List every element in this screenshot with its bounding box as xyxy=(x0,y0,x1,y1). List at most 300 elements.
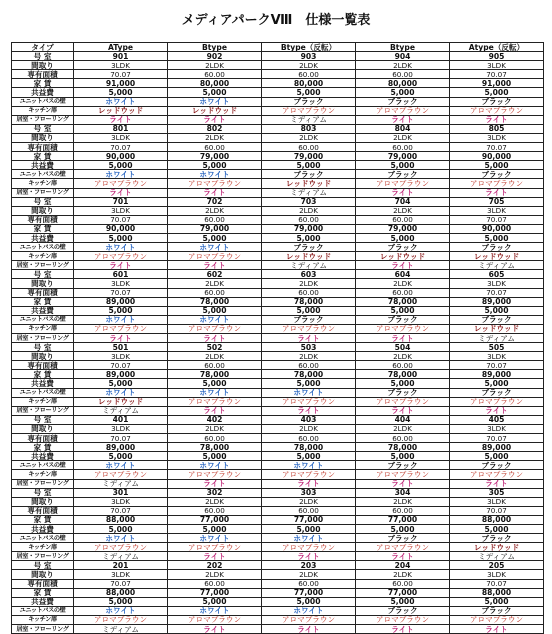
spec-cell: 70.07 xyxy=(74,143,168,152)
spec-cell: ホワイト xyxy=(168,97,262,106)
spec-cell: アロマブラウン xyxy=(450,615,544,624)
spec-cell: 70.07 xyxy=(450,143,544,152)
room-number-row xyxy=(12,561,544,570)
rent-row xyxy=(12,224,544,233)
spec-cell: 2LDK xyxy=(168,61,262,70)
row-label: 家 賃 xyxy=(12,224,74,233)
spec-cell: アロマブラウン xyxy=(74,615,168,624)
spec-cell: ミディアム xyxy=(450,334,544,343)
bath-wall-row xyxy=(12,534,544,543)
row-label: 家 賃 xyxy=(12,370,74,379)
bath-wall-row xyxy=(12,243,544,252)
row-label: 号 室 xyxy=(12,270,74,279)
spec-cell: ホワイト xyxy=(74,315,168,324)
spec-cell: 60.00 xyxy=(262,70,356,79)
spec-cell: 5,000 xyxy=(74,379,168,388)
spec-table-body xyxy=(12,52,544,634)
spec-cell: 5,000 xyxy=(356,233,450,242)
spec-cell: ホワイト xyxy=(74,534,168,543)
spec-cell: 2LDK xyxy=(168,206,262,215)
spec-cell: 801 xyxy=(74,124,168,133)
fee-row xyxy=(12,452,544,461)
spec-cell: レッドウッド xyxy=(450,543,544,552)
spec-cell: 70.07 xyxy=(450,361,544,370)
spec-cell: ミディアム xyxy=(74,552,168,561)
spec-cell: 3LDK xyxy=(74,206,168,215)
spec-cell: 501 xyxy=(74,343,168,352)
spec-cell: ミディアム xyxy=(74,625,168,634)
spec-cell: 2LDK xyxy=(168,497,262,506)
row-label: キッチン扉 xyxy=(12,615,74,624)
row-label: 共益費 xyxy=(12,452,74,461)
spec-cell: 5,000 xyxy=(450,452,544,461)
spec-cell: 89,000 xyxy=(450,443,544,452)
spec-cell: ライト xyxy=(356,188,450,197)
spec-cell: 5,000 xyxy=(74,233,168,242)
kitchen-door-row xyxy=(12,324,544,333)
spec-cell: 78,000 xyxy=(262,297,356,306)
layout-row xyxy=(12,570,544,579)
spec-cell: ブラック xyxy=(356,315,450,324)
spec-cell: 78,000 xyxy=(262,370,356,379)
spec-cell: ライト xyxy=(74,334,168,343)
layout-row xyxy=(12,424,544,433)
spec-cell: 5,000 xyxy=(356,88,450,97)
room-number-row xyxy=(12,415,544,424)
spec-cell: ライト xyxy=(450,625,544,634)
spec-cell: 70.07 xyxy=(74,506,168,515)
spec-cell: 60.00 xyxy=(356,215,450,224)
spec-cell: 3LDK xyxy=(74,352,168,361)
spec-cell: 904 xyxy=(356,52,450,61)
row-label: 家 賃 xyxy=(12,588,74,597)
kitchen-door-row xyxy=(12,615,544,624)
row-label: キッチン扉 xyxy=(12,324,74,333)
spec-cell: 88,000 xyxy=(74,515,168,524)
spec-cell: ブラック xyxy=(262,315,356,324)
spec-cell: 78,000 xyxy=(356,370,450,379)
spec-cell: 303 xyxy=(262,488,356,497)
spec-cell: 601 xyxy=(74,270,168,279)
row-label: ユニットバスの壁 xyxy=(12,461,74,470)
spec-cell: ライト xyxy=(168,261,262,270)
row-label: キッチン扉 xyxy=(12,397,74,406)
row-label: 共益費 xyxy=(12,597,74,606)
spec-cell: 902 xyxy=(168,52,262,61)
flooring-row xyxy=(12,552,544,561)
spec-cell: ライト xyxy=(450,406,544,415)
spec-cell: 2LDK xyxy=(168,352,262,361)
spec-cell: 2LDK xyxy=(356,570,450,579)
row-label: 居室・フローリング xyxy=(12,334,74,343)
spec-cell: 305 xyxy=(450,488,544,497)
spec-cell: アロマブラウン xyxy=(356,324,450,333)
spec-cell: 5,000 xyxy=(356,161,450,170)
bath-wall-row xyxy=(12,170,544,179)
room-number-row xyxy=(12,270,544,279)
spec-cell: ライト xyxy=(262,406,356,415)
spec-cell: ライト xyxy=(168,188,262,197)
spec-cell: ホワイト xyxy=(74,388,168,397)
spec-cell: レッドウッド xyxy=(74,397,168,406)
spec-cell: アロマブラウン xyxy=(74,324,168,333)
spec-cell: 60.00 xyxy=(168,506,262,515)
spec-cell: アロマブラウン xyxy=(356,179,450,188)
bath-wall-row xyxy=(12,461,544,470)
row-label: 号 室 xyxy=(12,415,74,424)
area-row xyxy=(12,506,544,515)
spec-cell: 5,000 xyxy=(356,597,450,606)
spec-cell: ライト xyxy=(168,552,262,561)
spec-cell: 805 xyxy=(450,124,544,133)
spec-cell: 5,000 xyxy=(168,452,262,461)
spec-cell: 5,000 xyxy=(74,161,168,170)
room-number-row xyxy=(12,343,544,352)
spec-cell: ブラック xyxy=(356,388,450,397)
spec-cell: 404 xyxy=(356,415,450,424)
spec-cell: ホワイト xyxy=(74,170,168,179)
spec-cell: レッドウッド xyxy=(356,252,450,261)
rent-row xyxy=(12,297,544,306)
spec-cell: 70.07 xyxy=(450,579,544,588)
spec-cell: 2LDK xyxy=(262,424,356,433)
spec-cell: 90,000 xyxy=(450,152,544,161)
spec-cell: アロマブラウン xyxy=(450,397,544,406)
spec-cell: 2LDK xyxy=(262,497,356,506)
spec-cell: 701 xyxy=(74,197,168,206)
row-label: 専有面積 xyxy=(12,288,74,297)
spec-cell: 77,000 xyxy=(262,588,356,597)
kitchen-door-row xyxy=(12,543,544,552)
spec-cell: 60.00 xyxy=(356,506,450,515)
spec-cell: ホワイト xyxy=(262,388,356,397)
spec-cell: ブラック xyxy=(450,388,544,397)
row-label: ユニットバスの壁 xyxy=(12,606,74,615)
fee-row xyxy=(12,597,544,606)
spec-cell: 3LDK xyxy=(450,570,544,579)
spec-cell: 60.00 xyxy=(262,579,356,588)
spec-cell: 90,000 xyxy=(74,152,168,161)
spec-cell: ミディアム xyxy=(262,188,356,197)
spec-cell: 201 xyxy=(74,561,168,570)
spec-cell: 60.00 xyxy=(262,434,356,443)
spec-cell: 60.00 xyxy=(262,361,356,370)
spec-cell: 405 xyxy=(450,415,544,424)
row-label: ユニットバスの壁 xyxy=(12,97,74,106)
room-number-row xyxy=(12,488,544,497)
spec-cell: ホワイト xyxy=(168,534,262,543)
spec-cell: 60.00 xyxy=(168,288,262,297)
spec-cell: 60.00 xyxy=(168,143,262,152)
spec-cell: ライト xyxy=(262,334,356,343)
row-label: 家 賃 xyxy=(12,297,74,306)
bath-wall-row xyxy=(12,606,544,615)
spec-cell: アロマブラウン xyxy=(168,397,262,406)
spec-cell: 702 xyxy=(168,197,262,206)
spec-cell: ライト xyxy=(356,625,450,634)
spec-cell: 60.00 xyxy=(168,579,262,588)
spec-cell: 60.00 xyxy=(356,143,450,152)
row-label: ユニットバスの壁 xyxy=(12,388,74,397)
spec-cell: 70.07 xyxy=(450,215,544,224)
spec-cell: 60.00 xyxy=(262,215,356,224)
spec-cell: ライト xyxy=(262,552,356,561)
spec-cell: 5,000 xyxy=(74,452,168,461)
spec-cell: 60.00 xyxy=(168,215,262,224)
flooring-row xyxy=(12,115,544,124)
spec-cell: ライト xyxy=(356,334,450,343)
spec-cell: アロマブラウン xyxy=(262,397,356,406)
spec-cell: ライト xyxy=(450,479,544,488)
spec-cell: 5,000 xyxy=(450,597,544,606)
spec-cell: 3LDK xyxy=(450,279,544,288)
spec-cell: 79,000 xyxy=(356,152,450,161)
spec-cell: 79,000 xyxy=(168,224,262,233)
spec-cell: 88,000 xyxy=(74,588,168,597)
spec-cell: 5,000 xyxy=(450,233,544,242)
spec-cell: レッドウッド xyxy=(450,252,544,261)
spec-cell: レッドウッド xyxy=(74,106,168,115)
spec-cell: 60.00 xyxy=(356,434,450,443)
spec-cell: 89,000 xyxy=(74,297,168,306)
spec-cell: アロマブラウン xyxy=(262,470,356,479)
row-label: ユニットバスの壁 xyxy=(12,315,74,324)
row-label: キッチン扉 xyxy=(12,106,74,115)
spec-cell: 402 xyxy=(168,415,262,424)
spec-cell: アロマブラウン xyxy=(450,106,544,115)
spec-cell: 5,000 xyxy=(262,88,356,97)
spec-cell: 5,000 xyxy=(450,306,544,315)
spec-cell: 705 xyxy=(450,197,544,206)
row-label: 間取り xyxy=(12,497,74,506)
spec-cell: ホワイト xyxy=(74,606,168,615)
spec-cell: アロマブラウン xyxy=(74,543,168,552)
spec-table xyxy=(11,42,544,634)
flooring-row xyxy=(12,188,544,197)
row-label: 専有面積 xyxy=(12,361,74,370)
spec-cell: ブラック xyxy=(450,534,544,543)
spec-cell: 5,000 xyxy=(262,161,356,170)
row-label: 間取り xyxy=(12,352,74,361)
spec-cell: 704 xyxy=(356,197,450,206)
spec-cell: 5,000 xyxy=(450,161,544,170)
spec-cell: 403 xyxy=(262,415,356,424)
spec-cell: 2LDK xyxy=(168,570,262,579)
spec-cell: レッドウッド xyxy=(262,252,356,261)
spec-cell: ライト xyxy=(262,625,356,634)
spec-cell: 60.00 xyxy=(168,361,262,370)
row-label: 専有面積 xyxy=(12,143,74,152)
row-label: 共益費 xyxy=(12,379,74,388)
spec-cell: 3LDK xyxy=(74,279,168,288)
fee-row xyxy=(12,524,544,533)
spec-cell: 2LDK xyxy=(262,352,356,361)
spec-cell: 302 xyxy=(168,488,262,497)
spec-cell: アロマブラウン xyxy=(262,106,356,115)
rent-row xyxy=(12,515,544,524)
spec-cell: 5,000 xyxy=(356,452,450,461)
spec-cell: 505 xyxy=(450,343,544,352)
spec-cell: アロマブラウン xyxy=(356,470,450,479)
spec-cell: ブラック xyxy=(356,170,450,179)
row-label: 間取り xyxy=(12,279,74,288)
row-label: 居室・フローリング xyxy=(12,188,74,197)
spec-cell: アロマブラウン xyxy=(450,470,544,479)
spec-cell: 804 xyxy=(356,124,450,133)
row-label: 共益費 xyxy=(12,88,74,97)
spec-cell: 77,000 xyxy=(168,515,262,524)
spec-cell: 60.00 xyxy=(262,288,356,297)
spec-cell: 70.07 xyxy=(450,506,544,515)
spec-cell: 903 xyxy=(262,52,356,61)
row-label: 共益費 xyxy=(12,161,74,170)
spec-cell: 203 xyxy=(262,561,356,570)
flooring-row xyxy=(12,334,544,343)
kitchen-door-row xyxy=(12,106,544,115)
row-label: 間取り xyxy=(12,206,74,215)
spec-cell: アロマブラウン xyxy=(168,470,262,479)
row-label: 共益費 xyxy=(12,524,74,533)
spec-cell: 5,000 xyxy=(450,524,544,533)
spec-cell: 502 xyxy=(168,343,262,352)
spec-cell: 2LDK xyxy=(262,206,356,215)
layout-row xyxy=(12,61,544,70)
spec-cell: 504 xyxy=(356,343,450,352)
spec-cell: 901 xyxy=(74,52,168,61)
header-cell: Btype（反転） xyxy=(262,43,356,52)
page-title: メディアパークⅧ 仕様一覧表 xyxy=(181,13,371,28)
layout-row xyxy=(12,133,544,142)
spec-cell: アロマブラウン xyxy=(168,543,262,552)
row-label: キッチン扉 xyxy=(12,470,74,479)
spec-cell: 2LDK xyxy=(262,570,356,579)
spec-cell: 905 xyxy=(450,52,544,61)
spec-cell: ホワイト xyxy=(168,315,262,324)
room-number-row xyxy=(12,197,544,206)
spec-cell: 3LDK xyxy=(74,570,168,579)
spec-cell: レッドウッド xyxy=(450,324,544,333)
row-label: ユニットバスの壁 xyxy=(12,243,74,252)
spec-cell: アロマブラウン xyxy=(356,543,450,552)
spec-cell: 89,000 xyxy=(450,297,544,306)
spec-cell: 90,000 xyxy=(450,224,544,233)
spec-cell: ミディアム xyxy=(262,261,356,270)
spec-cell: 3LDK xyxy=(450,61,544,70)
spec-cell: ライト xyxy=(168,115,262,124)
flooring-row xyxy=(12,625,544,634)
spec-cell: ライト xyxy=(450,115,544,124)
spec-cell: 603 xyxy=(262,270,356,279)
spec-cell: 204 xyxy=(356,561,450,570)
spec-cell: アロマブラウン xyxy=(74,252,168,261)
spec-cell: ブラック xyxy=(450,606,544,615)
spec-cell: アロマブラウン xyxy=(262,543,356,552)
spec-cell: ホワイト xyxy=(262,606,356,615)
row-label: 居室・フローリング xyxy=(12,552,74,561)
spec-cell: 5,000 xyxy=(168,524,262,533)
bath-wall-row xyxy=(12,315,544,324)
spec-cell: アロマブラウン xyxy=(74,179,168,188)
spec-cell: 205 xyxy=(450,561,544,570)
fee-row xyxy=(12,306,544,315)
header-row xyxy=(12,43,544,52)
spec-cell: ブラック xyxy=(450,461,544,470)
spec-cell: 803 xyxy=(262,124,356,133)
spec-cell: ライト xyxy=(450,188,544,197)
spec-cell: 2LDK xyxy=(356,133,450,142)
spec-cell: 5,000 xyxy=(262,524,356,533)
bath-wall-row xyxy=(12,97,544,106)
row-label: 居室・フローリング xyxy=(12,406,74,415)
spec-cell: 5,000 xyxy=(168,379,262,388)
spec-cell: ライト xyxy=(262,479,356,488)
spec-cell: 77,000 xyxy=(168,588,262,597)
spec-cell: 3LDK xyxy=(450,497,544,506)
spec-cell: 5,000 xyxy=(74,524,168,533)
spec-cell: アロマブラウン xyxy=(356,397,450,406)
flooring-row xyxy=(12,479,544,488)
bath-wall-row xyxy=(12,388,544,397)
spec-cell: 5,000 xyxy=(74,597,168,606)
spec-cell: 70.07 xyxy=(450,434,544,443)
row-label: 居室・フローリング xyxy=(12,115,74,124)
spec-cell: 5,000 xyxy=(262,379,356,388)
header-cell: Btype xyxy=(356,43,450,52)
row-label: 専有面積 xyxy=(12,215,74,224)
row-label: ユニットバスの壁 xyxy=(12,534,74,543)
spec-cell: 401 xyxy=(74,415,168,424)
spec-cell: 2LDK xyxy=(262,279,356,288)
room-number-row xyxy=(12,124,544,133)
spec-cell: 70.07 xyxy=(74,434,168,443)
spec-cell: 91,000 xyxy=(74,79,168,88)
spec-cell: 80,000 xyxy=(168,79,262,88)
spec-cell: 3LDK xyxy=(450,206,544,215)
spec-cell: ミディアム xyxy=(450,552,544,561)
spec-cell: 2LDK xyxy=(356,206,450,215)
spec-cell: 80,000 xyxy=(262,79,356,88)
spec-cell: 3LDK xyxy=(74,133,168,142)
spec-cell: 78,000 xyxy=(168,297,262,306)
row-label: キッチン扉 xyxy=(12,179,74,188)
layout-row xyxy=(12,279,544,288)
fee-row xyxy=(12,161,544,170)
spec-cell: 605 xyxy=(450,270,544,279)
row-label: 家 賃 xyxy=(12,79,74,88)
header-cell: Atype（反転） xyxy=(450,43,544,52)
spec-cell: 89,000 xyxy=(74,370,168,379)
spec-cell: ライト xyxy=(356,406,450,415)
spec-cell: 602 xyxy=(168,270,262,279)
spec-cell: 2LDK xyxy=(356,352,450,361)
spec-cell: ブラック xyxy=(450,97,544,106)
spec-cell: ホワイト xyxy=(74,461,168,470)
spec-cell: 5,000 xyxy=(168,306,262,315)
row-label: 居室・フローリング xyxy=(12,261,74,270)
row-label: 共益費 xyxy=(12,306,74,315)
spec-cell: ライト xyxy=(74,188,168,197)
spec-cell: 3LDK xyxy=(450,352,544,361)
spec-cell: 60.00 xyxy=(168,70,262,79)
spec-cell: ホワイト xyxy=(168,606,262,615)
spec-cell: 79,000 xyxy=(262,152,356,161)
spec-cell: 79,000 xyxy=(168,152,262,161)
spec-cell: ホワイト xyxy=(262,461,356,470)
spec-cell: 503 xyxy=(262,343,356,352)
spec-cell: ライト xyxy=(168,479,262,488)
layout-row xyxy=(12,206,544,215)
spec-cell: 89,000 xyxy=(450,370,544,379)
